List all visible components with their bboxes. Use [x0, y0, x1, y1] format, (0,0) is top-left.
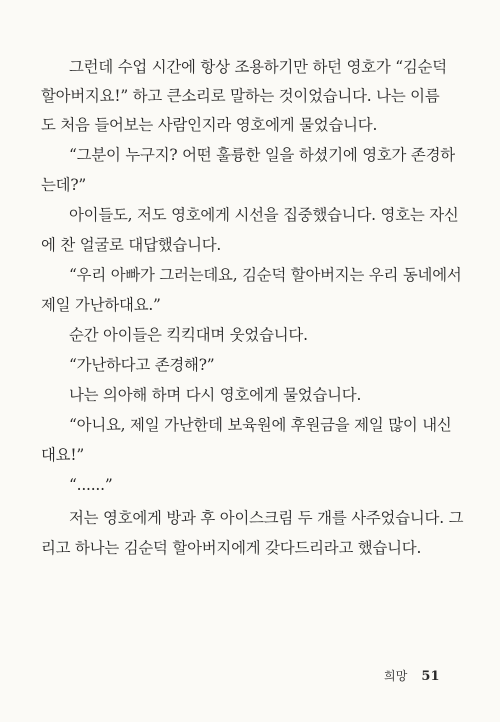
text-line: 저는 영호에게 방과 후 아이스크림 두 개를 사주었습니다. 그	[69, 509, 464, 527]
text-line: 리고 하나는 김순덕 할아버지에게 갖다드리라고 했습니다.	[41, 539, 422, 557]
running-title: 희망	[384, 669, 408, 683]
page-footer	[384, 668, 440, 685]
text-line: “우리 아빠가 그러는데요, 김순덕 할아버지는 우리 동네에서	[69, 266, 462, 284]
text-line: 는데?”	[41, 176, 87, 194]
text-line: 그런데 수업 시간에 항상 조용하기만 하던 영호가 “김순덕	[69, 58, 447, 76]
text-line: 나는 의아해 하며 다시 영호에게 물었습니다.	[69, 386, 362, 404]
text-line: 에 찬 얼굴로 대답했습니다.	[41, 236, 222, 254]
text-line: “그분이 누구지? 어떤 훌륭한 일을 하셨기에 영호가 존경하	[69, 146, 455, 164]
text-line: 대요!”	[41, 446, 84, 464]
page-number: 51	[421, 669, 440, 684]
text-line: 아이들도, 저도 영호에게 시선을 집중했습니다. 영호는 자신	[69, 206, 459, 224]
text-line: “가난하다고 존경해?”	[69, 356, 215, 374]
text-line: 할아버지요!” 하고 큰소리로 말하는 것이었습니다. 나는 이름	[41, 87, 440, 105]
text-line: 제일 가난하대요.”	[41, 296, 161, 314]
text-line: “......”	[69, 476, 113, 494]
text-line: 순간 아이들은 킥킥대며 웃었습니다.	[69, 326, 308, 344]
text-line: “아니요, 제일 가난한데 보육원에 후원금을 제일 많이 내신	[69, 416, 452, 434]
text-line: 도 처음 들어보는 사람인지라 영호에게 물었습니다.	[41, 116, 378, 134]
